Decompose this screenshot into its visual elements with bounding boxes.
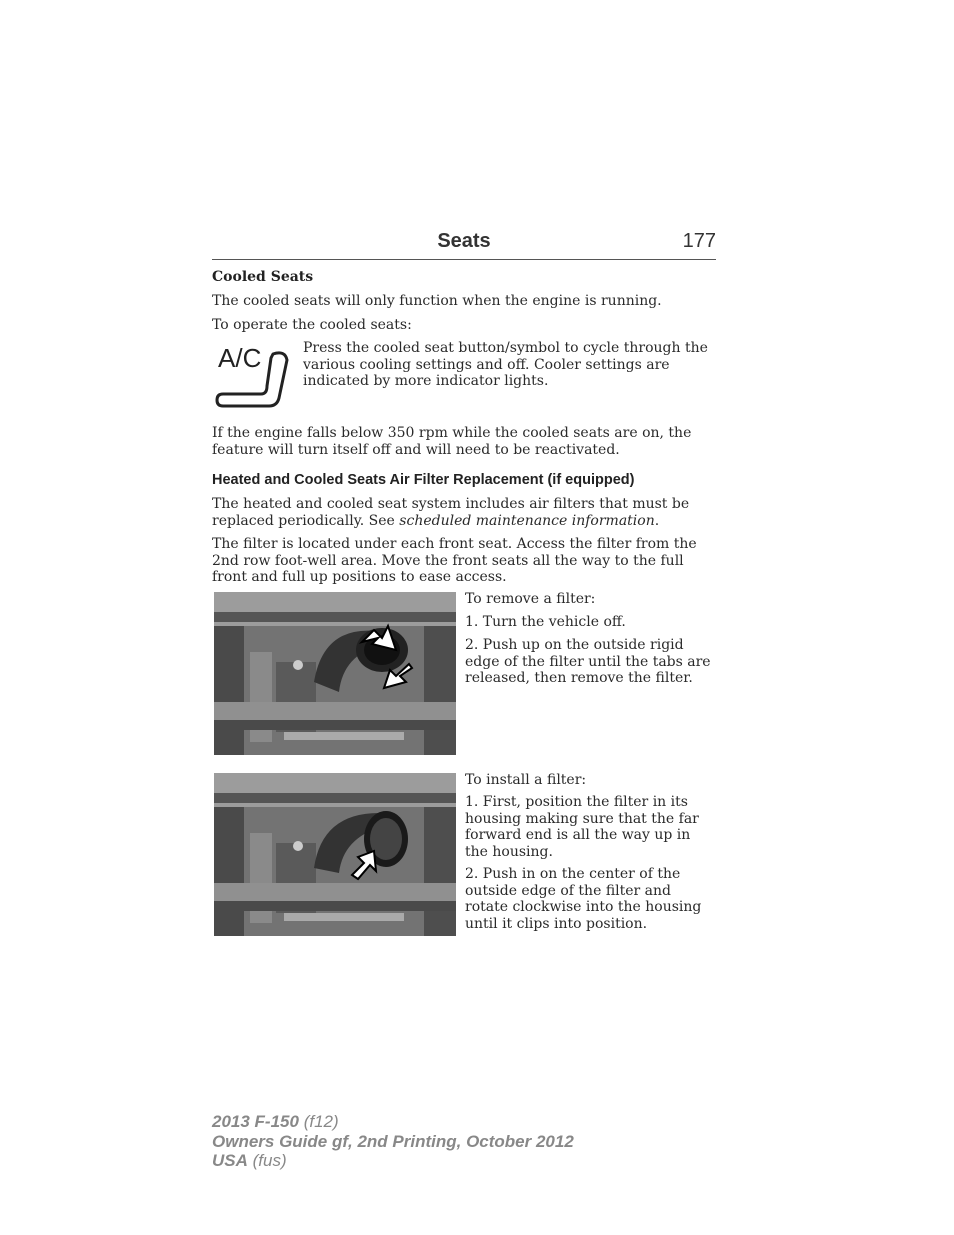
- air-filter-heading: Heated and Cooled Seats Air Filter Replacement (if equipped): [212, 472, 635, 488]
- filter-removal-photo: [214, 592, 456, 755]
- install-step-2: 2. Push in on the center of the outside edge of the filter and rotate clockwise into the housing until it clips into position.: [465, 866, 702, 932]
- cooled-seats-para-1: The cooled seats will only function when the engine is running.: [212, 293, 662, 309]
- cooled-seats-para-3: If the engine falls below 350 rpm while the cooled seats are on, the feature will turn itself off and will need to be reactivated.: [212, 425, 692, 458]
- install-step-1: 1. First, position the filter in its housing making sure that the far forward end is all the way up in the housing.: [465, 794, 699, 860]
- air-filter-para-2: The filter is located under each front seat. Access the filter from the 2nd row foot-well area. Move the front seats all the way to the full front and full up positions to ease access.: [212, 536, 697, 585]
- cooled-seats-para-2: To operate the cooled seats:: [212, 317, 412, 333]
- remove-step-1: 1. Turn the vehicle off.: [465, 614, 626, 630]
- remove-intro: To remove a filter:: [465, 591, 596, 607]
- page-number: 177: [682, 230, 716, 252]
- footer-line-1: 2013 F-150 (f12): [212, 1112, 339, 1131]
- footer: [212, 1112, 574, 1171]
- footer-line-2: Owners Guide gf, 2nd Printing, October 2012: [212, 1131, 574, 1151]
- maintenance-link[interactable]: scheduled maintenance information: [399, 512, 655, 529]
- section-title: Seats: [437, 230, 491, 252]
- air-filter-para-1: The heated and cooled seat system includes air filters that must be replaced periodically. See scheduled maintenance information.: [212, 496, 690, 529]
- cooled-seat-icon: [213, 340, 293, 412]
- footer-line-3: USA (fus): [212, 1151, 287, 1170]
- install-intro: To install a filter:: [465, 772, 587, 788]
- header-rule: [212, 259, 716, 260]
- filter-install-photo: [214, 773, 456, 936]
- cooled-seat-icon-text: Press the cooled seat button/symbol to cycle through the various cooling settings and off. Cooler settings are indicated by more indicator lights.: [303, 340, 708, 389]
- ac-icon-label: A/C: [218, 343, 262, 373]
- cooled-seats-heading: Cooled Seats: [212, 269, 314, 285]
- remove-step-2: 2. Push up on the outside rigid edge of the filter until the tabs are released, then remove the filter.: [465, 637, 711, 686]
